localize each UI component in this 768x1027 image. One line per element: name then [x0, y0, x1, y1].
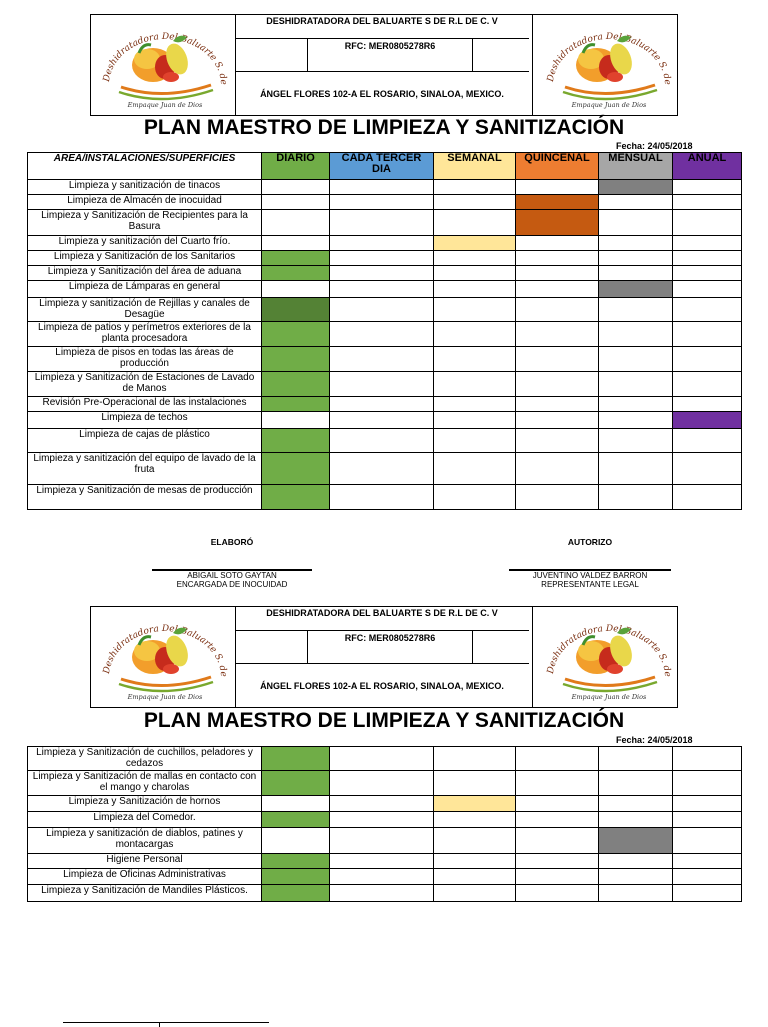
frequency-cell-mensual: [599, 771, 673, 796]
table-row: [28, 298, 742, 322]
cleaning-plan-table: [27, 152, 742, 510]
frequency-cell-cada-tercer: [330, 195, 434, 210]
frequency-cell-cada-tercer: [330, 347, 434, 372]
company-address: ÁNGEL FLORES 102-A EL ROSARIO, SINALOA, MEXICO.: [260, 681, 504, 691]
frequency-cell-cada-tercer: [330, 322, 434, 347]
frequency-cell-semanal: [434, 412, 516, 429]
frequency-cell-mensual: [599, 236, 673, 251]
frequency-cell-quincenal: [516, 281, 599, 298]
frequency-cell-diario: [262, 347, 330, 372]
frequency-cell-semanal: [434, 372, 516, 397]
frequency-cell-quincenal: [516, 485, 599, 510]
frequency-cell-cada-tercer: [330, 210, 434, 236]
area-cell: Limpieza y Sanitización de Recipientes para la Basura: [28, 210, 262, 236]
frequency-cell-semanal: [434, 869, 516, 885]
frequency-cell-mensual: [599, 397, 673, 412]
frequency-cell-anual: [673, 322, 742, 347]
signature-name: ABIGAIL SOTO GAYTAN: [187, 571, 277, 580]
frequency-cell-anual: [673, 281, 742, 298]
page-title: PLAN MAESTRO DE LIMPIEZA Y SANITIZACIÓN: [143, 116, 625, 139]
frequency-cell-diario: [262, 322, 330, 347]
signature-role: ENCARGADA DE INOCUIDAD: [176, 580, 288, 589]
page-title: PLAN MAESTRO DE LIMPIEZA Y SANITIZACIÓN: [143, 709, 625, 732]
table-stub: [63, 1022, 269, 1027]
area-cell: Limpieza de techos: [28, 412, 262, 429]
table-row: [28, 412, 742, 429]
area-cell: Limpieza del Comedor.: [28, 812, 262, 828]
area-cell: Limpieza y Sanitización de mallas en contacto con el mango y charolas: [28, 771, 262, 796]
column-header-diario: DIARIO: [262, 153, 330, 180]
frequency-cell-cada-tercer: [330, 812, 434, 828]
frequency-cell-anual: [673, 195, 742, 210]
frequency-cell-diario: [262, 796, 330, 812]
frequency-cell-diario: [262, 412, 330, 429]
cleaning-plan-table-continued: [27, 746, 742, 902]
frequency-cell-mensual: [599, 298, 673, 322]
frequency-cell-mensual: [599, 747, 673, 771]
area-cell: Limpieza y sanitización de diablos, patines y montacargas: [28, 828, 262, 854]
frequency-cell-diario: [262, 210, 330, 236]
frequency-cell-mensual: [599, 281, 673, 298]
frequency-cell-cada-tercer: [330, 412, 434, 429]
frequency-cell-anual: [673, 236, 742, 251]
frequency-cell-quincenal: [516, 298, 599, 322]
table-row: [28, 281, 742, 298]
area-cell: Limpieza y Sanitización de los Sanitarios: [28, 251, 262, 266]
frequency-cell-anual: [673, 372, 742, 397]
frequency-cell-diario: [262, 429, 330, 453]
company-logo-left: [91, 15, 236, 115]
area-cell: Limpieza y Sanitización de Estaciones de Lavado de Manos: [28, 372, 262, 397]
table-row: [28, 210, 742, 236]
document-date: Fecha: 24/05/2018: [616, 141, 693, 151]
frequency-cell-mensual: [599, 322, 673, 347]
table-row: [28, 180, 742, 195]
signature-elaboro: [152, 537, 312, 589]
frequency-cell-mensual: [599, 347, 673, 372]
frequency-cell-diario: [262, 298, 330, 322]
document-header: [90, 14, 678, 116]
frequency-cell-quincenal: [516, 266, 599, 281]
frequency-cell-cada-tercer: [330, 397, 434, 412]
frequency-cell-mensual: [599, 251, 673, 266]
frequency-cell-cada-tercer: [330, 828, 434, 854]
frequency-cell-quincenal: [516, 796, 599, 812]
frequency-cell-anual: [673, 180, 742, 195]
frequency-cell-anual: [673, 485, 742, 510]
frequency-cell-anual: [673, 771, 742, 796]
frequency-cell-semanal: [434, 347, 516, 372]
frequency-cell-mensual: [599, 796, 673, 812]
frequency-cell-semanal: [434, 397, 516, 412]
frequency-cell-diario: [262, 771, 330, 796]
frequency-cell-diario: [262, 854, 330, 869]
column-header-area: AREA/INSTALACIONES/SUPERFICIES: [28, 153, 262, 180]
frequency-cell-mensual: [599, 885, 673, 902]
frequency-cell-quincenal: [516, 771, 599, 796]
frequency-cell-diario: [262, 281, 330, 298]
frequency-cell-cada-tercer: [330, 180, 434, 195]
area-cell: Limpieza de Oficinas Administrativas: [28, 869, 262, 885]
frequency-cell-diario: [262, 869, 330, 885]
frequency-cell-quincenal: [516, 210, 599, 236]
frequency-cell-diario: [262, 397, 330, 412]
mango-logo-icon: [91, 607, 235, 707]
frequency-cell-anual: [673, 412, 742, 429]
frequency-cell-cada-tercer: [330, 429, 434, 453]
signature-label: AUTORIZO: [567, 537, 613, 547]
document-date: Fecha: 24/05/2018: [616, 735, 693, 745]
signature-autorizo: [509, 537, 671, 589]
frequency-cell-mensual: [599, 266, 673, 281]
column-header-anual: ANUAL: [673, 153, 742, 180]
frequency-cell-anual: [673, 453, 742, 485]
frequency-cell-quincenal: [516, 180, 599, 195]
frequency-cell-cada-tercer: [330, 453, 434, 485]
frequency-cell-mensual: [599, 429, 673, 453]
frequency-cell-cada-tercer: [330, 869, 434, 885]
area-cell: Limpieza de Lámparas en general: [28, 281, 262, 298]
frequency-cell-cada-tercer: [330, 266, 434, 281]
company-logo-right: [532, 15, 677, 115]
frequency-cell-semanal: [434, 812, 516, 828]
table-row: [28, 266, 742, 281]
frequency-cell-quincenal: [516, 828, 599, 854]
table-row: [28, 251, 742, 266]
frequency-cell-cada-tercer: [330, 771, 434, 796]
frequency-cell-mensual: [599, 180, 673, 195]
frequency-cell-semanal: [434, 885, 516, 902]
frequency-cell-quincenal: [516, 747, 599, 771]
frequency-cell-cada-tercer: [330, 372, 434, 397]
signature-name: JUVENTINO VALDEZ BARRON: [532, 571, 648, 580]
column-header-mensual: MENSUAL: [599, 153, 673, 180]
frequency-cell-diario: [262, 747, 330, 771]
frequency-cell-semanal: [434, 485, 516, 510]
area-cell: Limpieza de patios y perímetros exteriores de la planta procesadora: [28, 322, 262, 347]
column-header-quincenal: QUINCENAL: [516, 153, 599, 180]
frequency-cell-semanal: [434, 210, 516, 236]
frequency-cell-diario: [262, 236, 330, 251]
frequency-cell-quincenal: [516, 236, 599, 251]
table-row: [28, 869, 742, 885]
area-cell: Limpieza y Sanitización del área de aduana: [28, 266, 262, 281]
table-row: [28, 453, 742, 485]
frequency-cell-quincenal: [516, 347, 599, 372]
area-cell: Limpieza y Sanitización de cuchillos, peladores y cedazos: [28, 747, 262, 771]
area-cell: Limpieza de Almacén de inocuidad: [28, 195, 262, 210]
area-cell: Limpieza y sanitización del equipo de lavado de la fruta: [28, 453, 262, 485]
company-logo-left: [91, 607, 236, 707]
area-cell: Limpieza y sanitización del Cuarto frío.: [28, 236, 262, 251]
table-row: [28, 747, 742, 771]
table-row: [28, 485, 742, 510]
company-rfc: RFC: MER0805278R6: [344, 41, 436, 51]
frequency-cell-mensual: [599, 869, 673, 885]
frequency-cell-quincenal: [516, 195, 599, 210]
frequency-cell-cada-tercer: [330, 796, 434, 812]
area-cell: Limpieza y sanitización de Rejillas y canales de Desagüe: [28, 298, 262, 322]
frequency-cell-mensual: [599, 195, 673, 210]
company-name: DESHIDRATADORA DEL BALUARTE S DE R.L DE C. V: [235, 607, 529, 631]
frequency-cell-semanal: [434, 453, 516, 485]
frequency-cell-quincenal: [516, 397, 599, 412]
document-header: [90, 606, 678, 708]
table-row: [28, 771, 742, 796]
frequency-cell-quincenal: [516, 429, 599, 453]
frequency-cell-mensual: [599, 854, 673, 869]
signature-label: ELABORÓ: [210, 537, 254, 547]
table-row: [28, 854, 742, 869]
frequency-cell-quincenal: [516, 854, 599, 869]
frequency-cell-anual: [673, 397, 742, 412]
frequency-cell-semanal: [434, 828, 516, 854]
table-row: [28, 828, 742, 854]
area-cell: Limpieza y Sanitización de hornos: [28, 796, 262, 812]
frequency-cell-anual: [673, 429, 742, 453]
frequency-cell-anual: [673, 266, 742, 281]
frequency-cell-cada-tercer: [330, 281, 434, 298]
company-address: ÁNGEL FLORES 102-A EL ROSARIO, SINALOA, MEXICO.: [260, 89, 504, 99]
table-row: [28, 347, 742, 372]
frequency-cell-cada-tercer: [330, 485, 434, 510]
frequency-cell-semanal: [434, 251, 516, 266]
frequency-cell-diario: [262, 812, 330, 828]
frequency-cell-semanal: [434, 195, 516, 210]
signature-role: REPRESENTANTE LEGAL: [541, 580, 639, 589]
frequency-cell-anual: [673, 347, 742, 372]
area-cell: Limpieza y Sanitización de mesas de producción: [28, 485, 262, 510]
frequency-cell-anual: [673, 251, 742, 266]
frequency-cell-anual: [673, 869, 742, 885]
frequency-cell-diario: [262, 453, 330, 485]
frequency-cell-quincenal: [516, 412, 599, 429]
table-row: [28, 322, 742, 347]
mango-logo-icon: [91, 15, 235, 115]
frequency-cell-diario: [262, 828, 330, 854]
frequency-cell-mensual: [599, 372, 673, 397]
frequency-cell-mensual: [599, 812, 673, 828]
area-cell: Limpieza y Sanitización de Mandiles Plásticos.: [28, 885, 262, 902]
frequency-cell-semanal: [434, 236, 516, 251]
frequency-cell-semanal: [434, 796, 516, 812]
frequency-cell-quincenal: [516, 372, 599, 397]
table-row: [28, 397, 742, 412]
frequency-cell-diario: [262, 372, 330, 397]
frequency-cell-semanal: [434, 281, 516, 298]
frequency-cell-mensual: [599, 412, 673, 429]
company-rfc: RFC: MER0805278R6: [344, 633, 436, 643]
frequency-cell-diario: [262, 266, 330, 281]
area-cell: Limpieza y sanitización de tinacos: [28, 180, 262, 195]
company-name: DESHIDRATADORA DEL BALUARTE S DE R.L DE C. V: [235, 15, 529, 39]
frequency-cell-anual: [673, 812, 742, 828]
frequency-cell-quincenal: [516, 812, 599, 828]
frequency-cell-diario: [262, 485, 330, 510]
frequency-cell-semanal: [434, 854, 516, 869]
column-header-cada-tercer-dia: CADA TERCER DIA: [330, 153, 434, 180]
frequency-cell-anual: [673, 747, 742, 771]
frequency-cell-diario: [262, 180, 330, 195]
frequency-cell-semanal: [434, 266, 516, 281]
table-row: [28, 372, 742, 397]
frequency-cell-cada-tercer: [330, 236, 434, 251]
frequency-cell-mensual: [599, 210, 673, 236]
area-cell: Revisión Pre-Operacional de las instalaciones: [28, 397, 262, 412]
frequency-cell-cada-tercer: [330, 298, 434, 322]
frequency-cell-cada-tercer: [330, 885, 434, 902]
frequency-cell-quincenal: [516, 869, 599, 885]
frequency-cell-anual: [673, 298, 742, 322]
frequency-cell-anual: [673, 854, 742, 869]
frequency-cell-semanal: [434, 298, 516, 322]
table-row: [28, 796, 742, 812]
area-cell: Limpieza de cajas de plástico: [28, 429, 262, 453]
table-row: [28, 429, 742, 453]
table-row: [28, 236, 742, 251]
frequency-cell-semanal: [434, 180, 516, 195]
frequency-cell-quincenal: [516, 322, 599, 347]
frequency-cell-diario: [262, 885, 330, 902]
frequency-cell-cada-tercer: [330, 251, 434, 266]
frequency-cell-cada-tercer: [330, 747, 434, 771]
mango-logo-icon: [533, 607, 681, 707]
frequency-cell-mensual: [599, 828, 673, 854]
frequency-cell-quincenal: [516, 453, 599, 485]
frequency-cell-cada-tercer: [330, 854, 434, 869]
frequency-cell-quincenal: [516, 251, 599, 266]
frequency-cell-semanal: [434, 771, 516, 796]
table-row: [28, 885, 742, 902]
table-row: [28, 812, 742, 828]
frequency-cell-mensual: [599, 453, 673, 485]
frequency-cell-anual: [673, 885, 742, 902]
frequency-cell-anual: [673, 210, 742, 236]
frequency-cell-diario: [262, 195, 330, 210]
company-logo-right: [532, 607, 677, 707]
column-header-semanal: SEMANAL: [434, 153, 516, 180]
frequency-cell-quincenal: [516, 885, 599, 902]
mango-logo-icon: [533, 15, 681, 115]
frequency-cell-diario: [262, 251, 330, 266]
frequency-cell-mensual: [599, 485, 673, 510]
frequency-cell-semanal: [434, 322, 516, 347]
frequency-cell-semanal: [434, 429, 516, 453]
frequency-cell-anual: [673, 828, 742, 854]
table-row: [28, 195, 742, 210]
frequency-cell-semanal: [434, 747, 516, 771]
frequency-cell-anual: [673, 796, 742, 812]
area-cell: Higiene Personal: [28, 854, 262, 869]
area-cell: Limpieza de pisos en todas las áreas de producción: [28, 347, 262, 372]
